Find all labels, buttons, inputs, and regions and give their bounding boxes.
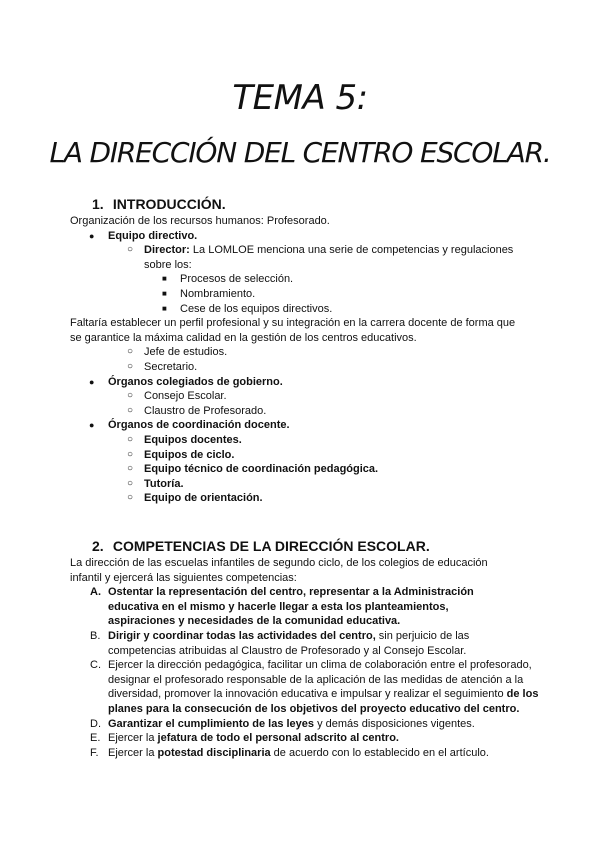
section2-intro-line1: La dirección de las escuelas infantiles de segundo ciclo, de los colegios de educación bbox=[70, 557, 488, 569]
list-item: ○ Equipos de ciclo. bbox=[127, 448, 235, 461]
director-label: Director: bbox=[144, 244, 190, 257]
list-item: ● Órganos de coordinación docente. bbox=[89, 419, 290, 432]
section1-number: 1. bbox=[92, 196, 104, 212]
colegiados-item: Claustro de Profesorado. bbox=[144, 404, 267, 417]
section2-heading-text: COMPETENCIAS DE LA DIRECCIÓN ESCOLAR. bbox=[112, 538, 430, 554]
list-marker: D. bbox=[90, 717, 101, 730]
list-item: ● Órganos colegiados de gobierno. bbox=[89, 375, 283, 388]
title-topic: TEMA 5: bbox=[232, 78, 368, 118]
falta-paragraph-line1: Faltaría establecer un perfil profesional y su integración en la carrera docente de forma que bbox=[70, 317, 516, 330]
competencia-bold: de los planes para la consecución de los objetivos del proyecto educativo del centro. bbox=[108, 688, 539, 715]
competencia-bold: jefatura de todo el personal adscrito al centro. bbox=[157, 732, 399, 745]
list-marker: A. bbox=[90, 586, 101, 599]
competencia-f bbox=[70, 746, 540, 761]
director-text: La LOMLOE menciona una serie de competencias y regulaciones bbox=[192, 244, 514, 257]
list-marker: F. bbox=[90, 746, 99, 759]
list-marker: C. bbox=[90, 659, 101, 672]
title-subject: LA DIRECCIÓN DEL CENTRO ESCOLAR. bbox=[49, 136, 551, 169]
competencia-a bbox=[70, 585, 508, 629]
competencia-bold: potestad disciplinaria bbox=[157, 746, 271, 759]
competencia-text: Ejercer la bbox=[108, 732, 158, 745]
competencia-text: de acuerdo con lo establecido en el artículo. bbox=[270, 746, 489, 759]
list-item: ○ Equipo de orientación. bbox=[127, 492, 263, 505]
coordinacion-item: Equipos docentes. bbox=[144, 433, 242, 446]
falta-paragraph-line2: se garantice la máxima calidad en la gestión de los centros educativos. bbox=[70, 331, 417, 344]
colegiados-label: Órganos colegiados de gobierno. bbox=[108, 375, 283, 388]
list-item: ○ Equipos docentes. bbox=[127, 433, 242, 446]
section2-body bbox=[70, 556, 540, 760]
equipo-directivo-label: Equipo directivo. bbox=[108, 229, 198, 242]
competencia-b bbox=[70, 629, 528, 658]
competencia-bold: Garantizar el cumplimiento de las leyes bbox=[108, 717, 315, 730]
section1-heading bbox=[92, 195, 226, 213]
list-item: ● Equipo directivo. bbox=[89, 229, 198, 242]
list-item: ○ Tutoría. bbox=[127, 477, 184, 490]
coordinacion-item: Equipos de ciclo. bbox=[144, 448, 235, 461]
section1-body bbox=[70, 214, 540, 506]
competencia-c bbox=[70, 658, 550, 716]
list-item: ○ Secretario. bbox=[127, 360, 198, 373]
section1-intro: Organización de los recursos humanos: Profesorado. bbox=[70, 215, 330, 227]
competencia-e bbox=[70, 731, 540, 746]
directivo-item: Secretario. bbox=[144, 360, 198, 373]
director-item: Nombramiento. bbox=[180, 287, 256, 300]
coordinacion-item: Tutoría. bbox=[144, 477, 184, 490]
directivo-item: Jefe de estudios. bbox=[144, 346, 228, 359]
competencia-text: Ejercer la dirección pedagógica, facilitar un clima de colaboración entre el profesorado, designar el profesorado responsable de la aplicación de las medidas de atención a la diversidad, promover la innovación educativa e impulsar y realizar el seguimiento bbox=[108, 659, 532, 701]
competencia-d bbox=[70, 717, 540, 732]
director-item: Procesos de selección. bbox=[180, 273, 294, 286]
list-item: ○ Equipo técnico de coordinación pedagógica. bbox=[127, 463, 379, 476]
competencia-text: Ejercer la bbox=[108, 746, 158, 759]
list-marker: E. bbox=[90, 732, 101, 745]
section2-intro-line2: infantil y ejercerá las siguientes competencias: bbox=[70, 571, 297, 584]
section2-number: 2. bbox=[92, 538, 104, 554]
list-marker: B. bbox=[90, 629, 101, 642]
section1-heading-text: INTRODUCCIÓN. bbox=[112, 196, 226, 212]
list-item: ○ Jefe de estudios. bbox=[127, 346, 228, 359]
director-item: Cese de los equipos directivos. bbox=[180, 302, 333, 315]
section2-heading bbox=[92, 537, 430, 555]
list-item: ○ Claustro de Profesorado. bbox=[127, 404, 267, 417]
list-item: ○ Director: La LOMLOE menciona una serie de competencias y regulaciones bbox=[127, 244, 514, 257]
competencia-text: Ostentar la representación del centro, representar a la Administración educativa en el mismo y hacerle llegar a esta los planteamientos, aspiraciones y necesidades de la comunidad educativa. bbox=[108, 586, 474, 628]
list-item: ○ Consejo Escolar. bbox=[127, 390, 227, 403]
coordinacion-item: Equipo de orientación. bbox=[144, 492, 263, 505]
coordinacion-item: Equipo técnico de coordinación pedagógica. bbox=[144, 463, 379, 476]
competencia-text: y demás disposiciones vigentes. bbox=[314, 717, 475, 730]
competencia-bold: Dirigir y coordinar todas las actividades del centro, bbox=[108, 629, 376, 642]
list-item: ■ Nombramiento. bbox=[162, 287, 256, 300]
list-item: ■ Procesos de selección. bbox=[162, 273, 294, 286]
director-continuation: sobre los: bbox=[144, 258, 192, 271]
coordinacion-label: Órganos de coordinación docente. bbox=[108, 419, 290, 432]
competencia-text: sin perjuicio de las competencias atribuidas al Claustro de Profesorado y al Consejo Escolar. bbox=[108, 629, 470, 657]
list-item: ■ Cese de los equipos directivos. bbox=[162, 302, 333, 315]
colegiados-item: Consejo Escolar. bbox=[144, 390, 227, 403]
